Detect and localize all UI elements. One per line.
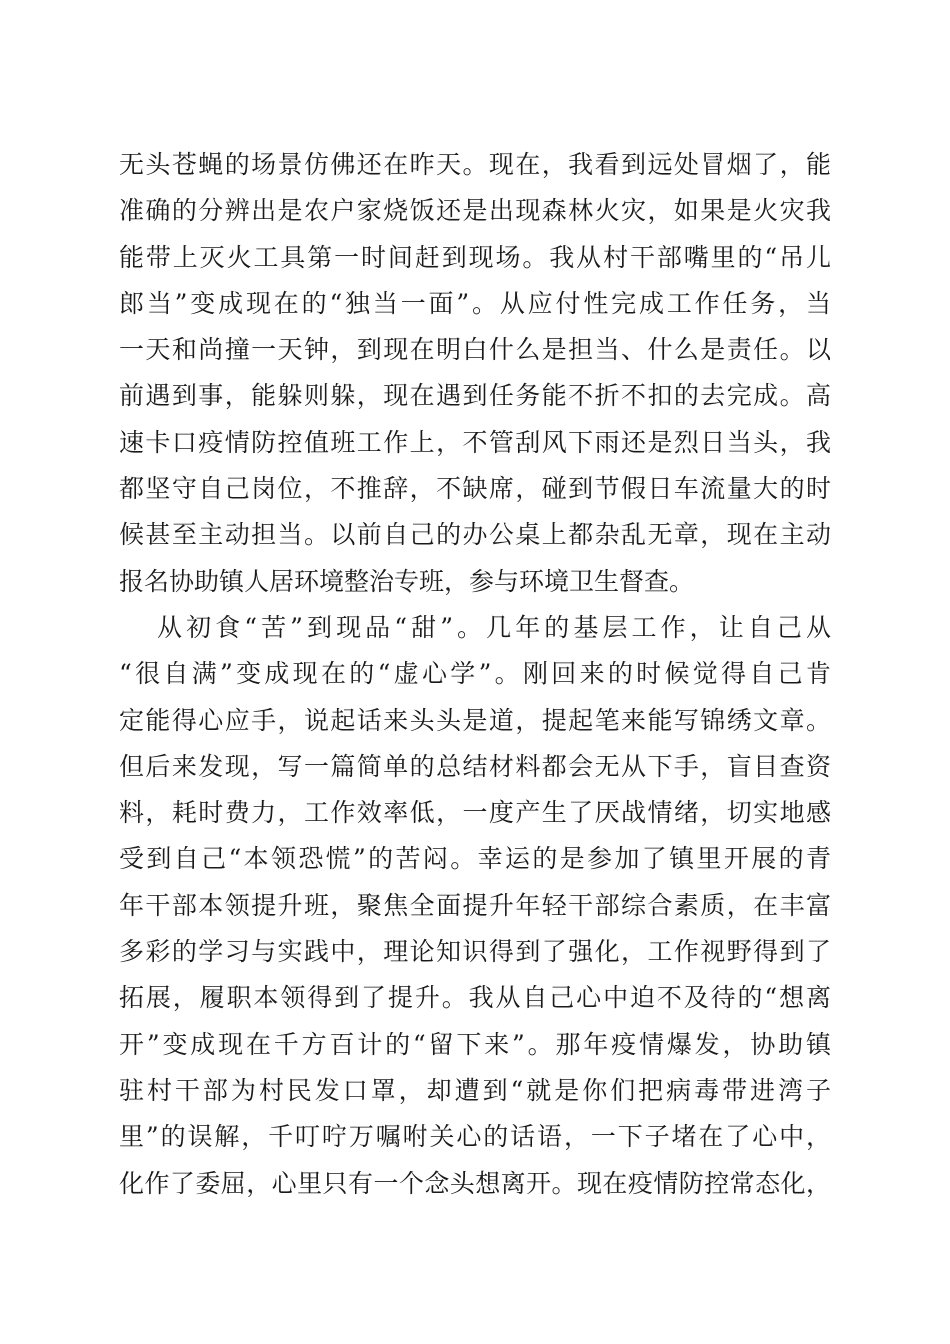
text-line: 前遇到事，能躲则躲，现在遇到任务能不折不扣的去完成。高 (119, 381, 831, 411)
paragraph-start-line: 从初食“苦”到现品“甜”。几年的基层工作，让自己从 (157, 612, 831, 642)
text-line: 拓展，履职本领得到了提升。我从自己心中迫不及待的“想离 (119, 983, 831, 1013)
text-line: “很自满”变成现在的“虚心学”。刚回来的时候觉得自己肯 (119, 659, 831, 689)
text-line: 年干部本领提升班，聚焦全面提升年轻干部综合素质，在丰富 (119, 890, 831, 920)
text-line: 定能得心应手，说起话来头头是道，提起笔来能写锦绣文章。 (119, 705, 831, 735)
text-line: 郎当”变成现在的“独当一面”。从应付性完成工作任务，当 (119, 288, 831, 318)
text-line: 速卡口疫情防控值班工作上，不管刮风下雨还是烈日当头，我 (119, 427, 831, 457)
text-line: 驻村干部为村民发口罩，却遭到“就是你们把病毒带进湾子 (119, 1075, 831, 1105)
text-line: 多彩的学习与实践中，理论知识得到了强化，工作视野得到了 (119, 937, 831, 967)
text-line: 准确的分辨出是农户家烧饭还是出现森林火灾，如果是火灾我 (119, 196, 831, 226)
text-line: 开”变成现在千方百计的“留下来”。那年疫情爆发，协助镇 (119, 1029, 831, 1059)
paragraph-end-line: 报名协助镇人居环境整治专班，参与环境卫生督查。 (119, 566, 695, 596)
text-line: 受到自己“本领恐慌”的苦闷。幸运的是参加了镇里开展的青 (119, 844, 831, 874)
text-line: 无头苍蝇的场景仿佛还在昨天。现在，我看到远处冒烟了，能 (119, 150, 831, 179)
text-line: 一天和尚撞一天钟，到现在明白什么是担当、什么是责任。以 (119, 335, 831, 365)
text-line: 料，耗时费力，工作效率低，一度产生了厌战情绪，切实地感 (119, 798, 831, 828)
text-line: 能带上灭火工具第一时间赶到现场。我从村干部嘴里的“吊儿 (119, 242, 831, 272)
text-line: 但后来发现，写一篇简单的总结材料都会无从下手，盲目查资 (119, 751, 831, 781)
text-line: 化作了委屈，心里只有一个念头想离开。现在疫情防控常态化， (119, 1168, 831, 1198)
text-line: 里”的误解，千叮咛万嘱咐关心的话语，一下子堵在了心中， (119, 1122, 831, 1152)
text-line: 候甚至主动担当。以前自己的办公桌上都杂乱无章，现在主动 (119, 520, 831, 550)
text-line: 都坚守自己岗位，不推辞，不缺席，碰到节假日车流量大的时 (119, 474, 831, 504)
body-text (119, 142, 831, 1207)
